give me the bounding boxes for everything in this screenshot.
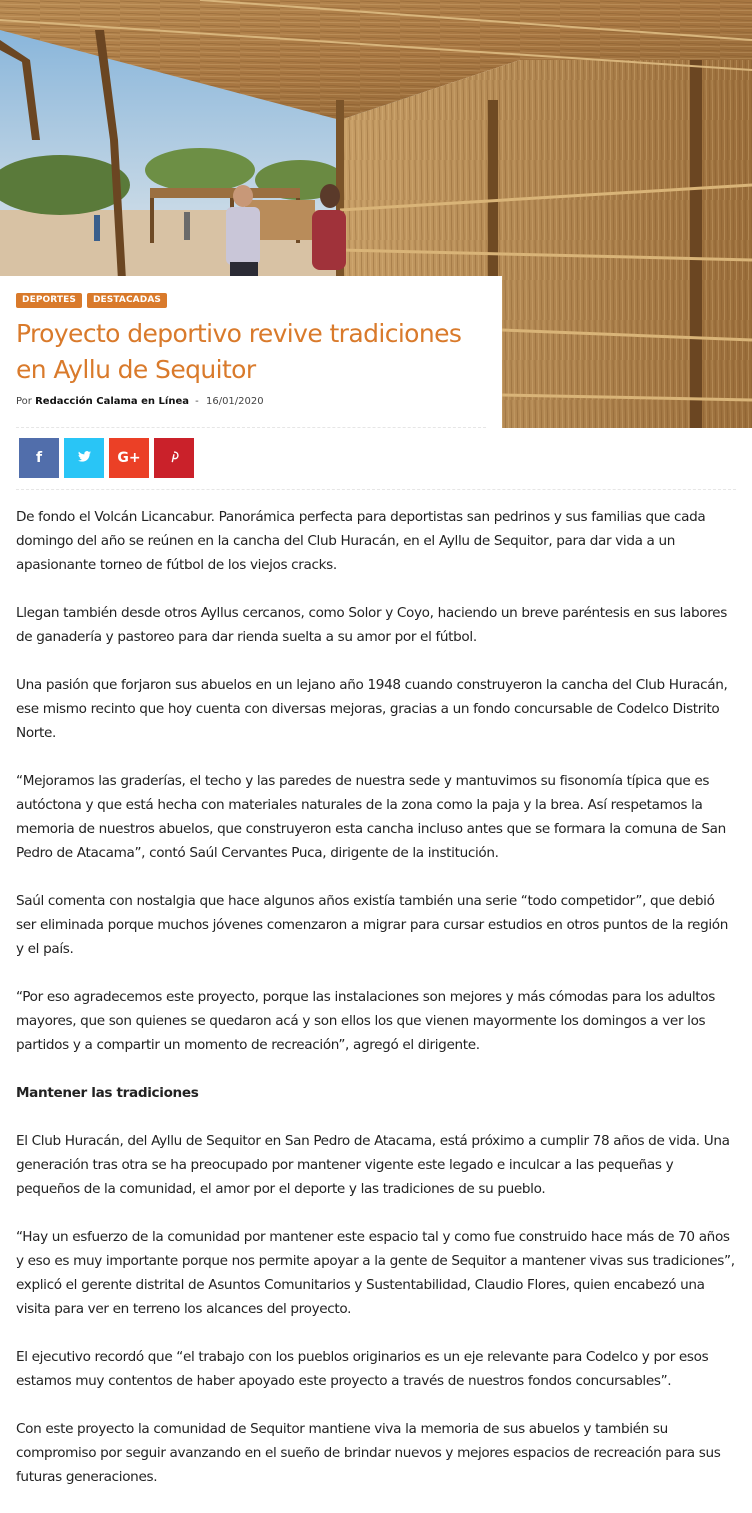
byline-prefix: Por <box>16 396 32 407</box>
article-body <box>16 505 738 1513</box>
twitter-share-button[interactable] <box>64 438 104 478</box>
googleplus-icon: G+ <box>117 450 141 466</box>
pinterest-share-button[interactable] <box>154 438 194 478</box>
facebook-icon: f <box>35 450 43 466</box>
author-link[interactable]: Redacción Calama en Línea <box>35 396 189 407</box>
article-paragraph: “Por eso agradecemos este proyecto, porque las instalaciones son mejores y más cómodas para los adultos mayores, que son quienes se quedaron acá y son ellos los que vienen mayormente los domingos a ver los partidos y a compartir un momento de recreación”, agregó el dirigente. <box>16 989 715 1053</box>
article-paragraph: Saúl comenta con nostalgia que hace algunos años existía también una serie “todo competidor”, que debió ser eliminada porque muchos jóvenes comenzaron a migrar para cursar estudios en otros puntos de la región y el país. <box>16 893 729 957</box>
article-subheading: Mantener las tradiciones <box>16 1085 199 1101</box>
article-paragraph: “Mejoramos las graderías, el techo y las paredes de nuestra sede y mantuvimos su fisonomía típica que es autóctona y que está hecha con materiales naturales de la zona como la paja y la brea. Así respetamos la memoria de nuestros abuelos, que construyeron esta cancha incluso antes que se formara la comuna de San Pedro de Atacama”, contó Saúl Cervantes Puca, dirigente de la institución. <box>16 773 726 861</box>
twitter-icon <box>78 450 91 466</box>
category-tag-destacadas[interactable]: DESTACADAS <box>87 293 167 308</box>
pinterest-icon <box>168 449 180 467</box>
facebook-share-button[interactable] <box>19 438 59 478</box>
article-paragraph: Llegan también desde otros Ayllus cercanos, como Solor y Coyo, haciendo un breve paréntesis en sus labores de ganadería y pastoreo para dar rienda suelta a su amor por el fútbol. <box>16 605 727 645</box>
category-tags <box>16 293 167 308</box>
article-paragraph: “Hay un esfuerzo de la comunidad por mantener este espacio tal y como fue construido hace más de 70 años y eso es muy importante porque nos permite apoyar a la gente de Sequitor a mantener vivas sus tradiciones”, explicó el gerente distrital de Asuntos Comunitarios y Sustentabilidad, Claudio Flores, quien encabezó una visita para ver en terreno los alcances del proyecto. <box>16 1229 735 1317</box>
article-title: Proyecto deportivo revive tradiciones en Ayllu de Sequitor <box>16 319 462 384</box>
article-paragraph: El Club Huracán, del Ayllu de Sequitor en San Pedro de Atacama, está próximo a cumplir 78 años de vida. Una generación tras otra se ha preocupado por mantener vigente este legado e inculcar a las pequeñas y pequeños de la comunidad, el amor por el deporte y las tradiciones de su pueblo. <box>16 1133 730 1197</box>
share-buttons <box>19 438 194 478</box>
category-tag-deportes[interactable]: DEPORTES <box>16 293 82 308</box>
publish-date: 16/01/2020 <box>205 396 264 407</box>
googleplus-share-button[interactable] <box>109 438 149 478</box>
article-paragraph: Con este proyecto la comunidad de Sequitor mantiene viva la memoria de sus abuelos y también su compromiso por seguir avanzando en el sueño de brindar nuevos y mejores espacios de recreación para sus futuras generaciones. <box>16 1421 721 1485</box>
header-divider <box>16 427 486 428</box>
article-paragraph: El ejecutivo recordó que “el trabajo con los pueblos originarios es un eje relevante para Codelco y por esos estamos muy contentos de haber apoyado este proyecto a través de nuestros fondos concursables”. <box>16 1349 709 1389</box>
share-divider <box>16 489 736 490</box>
article-meta <box>16 396 264 407</box>
article-paragraph: De fondo el Volcán Licancabur. Panorámica perfecta para deportistas san pedrinos y sus familias que cada domingo del año se reúnen en la cancha del Club Huracán, en el Ayllu de Sequitor, para dar vida a un apasionante torneo de fútbol de los viejos cracks. <box>16 509 706 573</box>
meta-separator: - <box>195 396 199 407</box>
article-paragraph: Una pasión que forjaron sus abuelos en un lejano año 1948 cuando construyeron la cancha del Club Huracán, ese mismo recinto que hoy cuenta con diversas mejoras, gracias a un fondo concursable de Codelco Distrito Norte. <box>16 677 728 741</box>
